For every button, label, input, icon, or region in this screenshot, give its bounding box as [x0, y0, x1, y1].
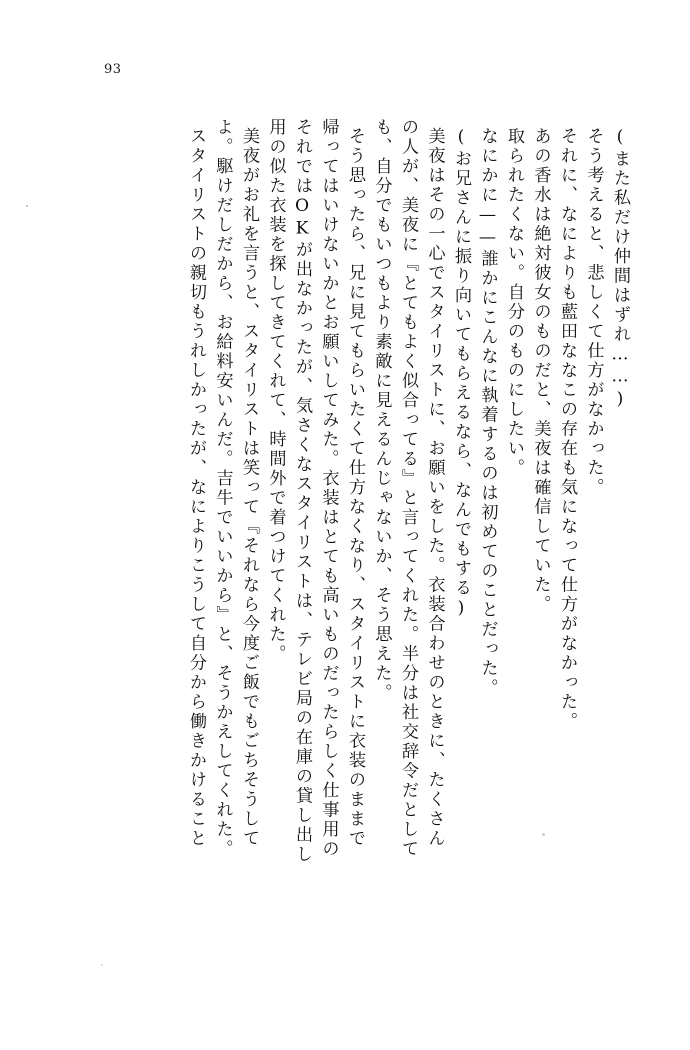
- text-line: よ。駆けだしだから、お給料安いんだ。吉牛でいいから』と、そうかえしてくれた。: [212, 118, 233, 859]
- text-line: 用の似た衣装を探してきてくれて、時間外で着つけてくれた。: [265, 118, 286, 664]
- text-line: なにかに——誰かにこんなに執着するのは初めてのことだった。: [477, 127, 498, 699]
- text-line: も、自分でもいつもより素敵に見えるんじゃないか、そう思えた。: [371, 118, 392, 703]
- paper-speck: [26, 205, 28, 207]
- text-line: そう思ったら、兄に見てもらいたくて仕方なくなり、スタイリストに衣装のままで: [345, 127, 365, 849]
- text-line: あの香水は絶対彼女のものだと、美夜は確信していた。: [530, 127, 551, 615]
- page-number: 93: [104, 62, 122, 77]
- vertical-text-body: [62, 118, 628, 978]
- text-line: それに、なによりも藍田ななこの存在も気になって仕方がなかった。: [557, 127, 577, 732]
- text-line: そう考えると、悲しくて仕方がなかった。: [583, 127, 604, 498]
- paper-speck: [101, 964, 103, 966]
- text-line: の人が、美夜に『とてもよく似合ってる』と言ってくれた。半分は社交辞令だとして: [398, 118, 418, 859]
- paper-speck: [542, 833, 545, 836]
- text-line: 取られたくない。自分のものにしたい。: [504, 127, 524, 478]
- text-line: 美夜がお礼を言うと、スタイリストは笑って『それなら今度ご飯でもごちそうして: [239, 127, 259, 849]
- text-line: (お兄さんに振り向いてもらえるなら、なんでもする): [451, 127, 471, 621]
- text-line: (また私だけ仲間はずれ……): [610, 127, 630, 412]
- text-line: 帰ってはいけないかとお願いしてみた。衣装はとても高いものだったらしく仕事用の: [318, 118, 339, 859]
- text-line: スタイリストの親切もうれしかったが、なによりこうして自分から働きかけること: [186, 127, 206, 849]
- text-line: 美夜はその一心でスタイリストに、お願いをした。衣装合わせのときに、たくさん: [424, 127, 445, 849]
- text-line: それではOKが出なかったが、気さくなスタイリストは、テレビ局の在庫の貸し出し: [292, 118, 312, 865]
